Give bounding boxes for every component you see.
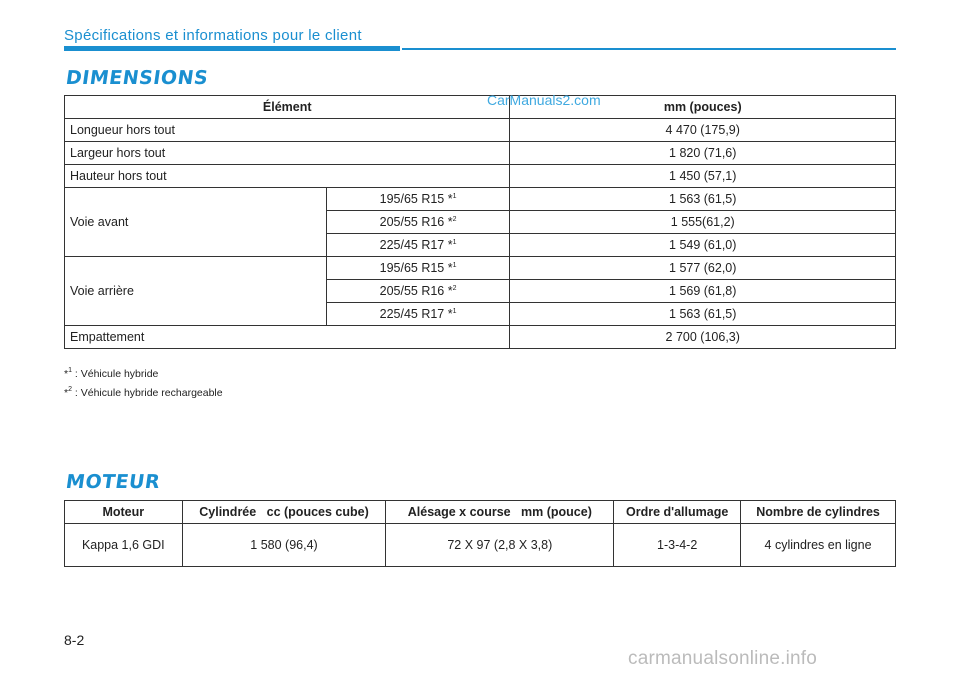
row-label-wheelbase: Empattement — [65, 326, 510, 349]
tire-spec: 225/45 R17 *$^1$ — [326, 234, 510, 257]
tire-spec: 195/65 R15 *$^1$ — [326, 188, 510, 211]
page-header-title: Spécifications et informations pour le client — [64, 27, 362, 44]
row-label-front-track: Voie avant — [65, 188, 327, 257]
row-label-length: Longueur hors tout — [65, 119, 510, 142]
tire-spec: 195/65 R15 *$^1$ — [326, 257, 510, 280]
footnotes — [64, 363, 223, 401]
footnote-2: *$^2$ : Véhicule hybride rechargeable — [64, 386, 223, 399]
row-label-rear-track: Voie arrière — [65, 257, 327, 326]
column-header-item: Élément — [65, 96, 510, 119]
footer-watermark: carmanualsonline.info — [628, 648, 818, 669]
dimensions-table — [64, 95, 896, 349]
column-header-bore-stroke: Alésage x course mm (pouce) — [386, 501, 614, 524]
track-value: 1 569 (61,8) — [510, 280, 896, 303]
table-row — [65, 188, 896, 211]
engine-heading: MOTEUR — [64, 471, 162, 493]
column-header-value: mm (pouces) — [510, 96, 896, 119]
track-value: 1 563 (61,5) — [510, 303, 896, 326]
footnote-1: *$^1$ : Véhicule hybride — [64, 367, 159, 380]
column-header-engine: Moteur — [65, 501, 183, 524]
tire-spec: 225/45 R17 *$^1$ — [326, 303, 510, 326]
tire-spec: 205/55 R16 *$^2$ — [326, 211, 510, 234]
track-value: 1 577 (62,0) — [510, 257, 896, 280]
cell-displacement: 1 580 (96,4) — [182, 524, 386, 567]
header-rule-thick — [64, 46, 400, 51]
page-number: 8-2 — [64, 632, 85, 648]
header-rule-thin — [402, 48, 896, 50]
track-value: 1 563 (61,5) — [510, 188, 896, 211]
cell-bore-stroke: 72 X 97 (2,8 X 3,8) — [386, 524, 614, 567]
row-value-length: 4 470 (175,9) — [510, 119, 896, 142]
table-row — [65, 524, 896, 567]
row-value-height: 1 450 (57,1) — [510, 165, 896, 188]
table-header-row — [65, 96, 896, 119]
cell-firing-order: 1-3-4-2 — [614, 524, 741, 567]
row-value-width: 1 820 (71,6) — [510, 142, 896, 165]
table-row — [65, 165, 896, 188]
column-header-firing-order: Ordre d'allumage — [614, 501, 741, 524]
table-row — [65, 119, 896, 142]
row-value-wheelbase: 2 700 (106,3) — [510, 326, 896, 349]
table-row — [65, 326, 896, 349]
track-value: 1 555(61,2) — [510, 211, 896, 234]
track-value: 1 549 (61,0) — [510, 234, 896, 257]
table-header-row — [65, 501, 896, 524]
engine-table — [64, 500, 896, 567]
row-label-width: Largeur hors tout — [65, 142, 510, 165]
watermark-link[interactable]: CarManuals2.com — [487, 92, 601, 108]
cell-cylinders: 4 cylindres en ligne — [741, 524, 896, 567]
table-row — [65, 257, 896, 280]
dimensions-heading: DIMENSIONS — [64, 67, 210, 89]
column-header-displacement: Cylindrée cc (pouces cube) — [182, 501, 386, 524]
tire-spec: 205/55 R16 *$^2$ — [326, 280, 510, 303]
cell-engine: Kappa 1,6 GDI — [65, 524, 183, 567]
row-label-height: Hauteur hors tout — [65, 165, 510, 188]
table-row — [65, 142, 896, 165]
column-header-cylinders: Nombre de cylindres — [741, 501, 896, 524]
